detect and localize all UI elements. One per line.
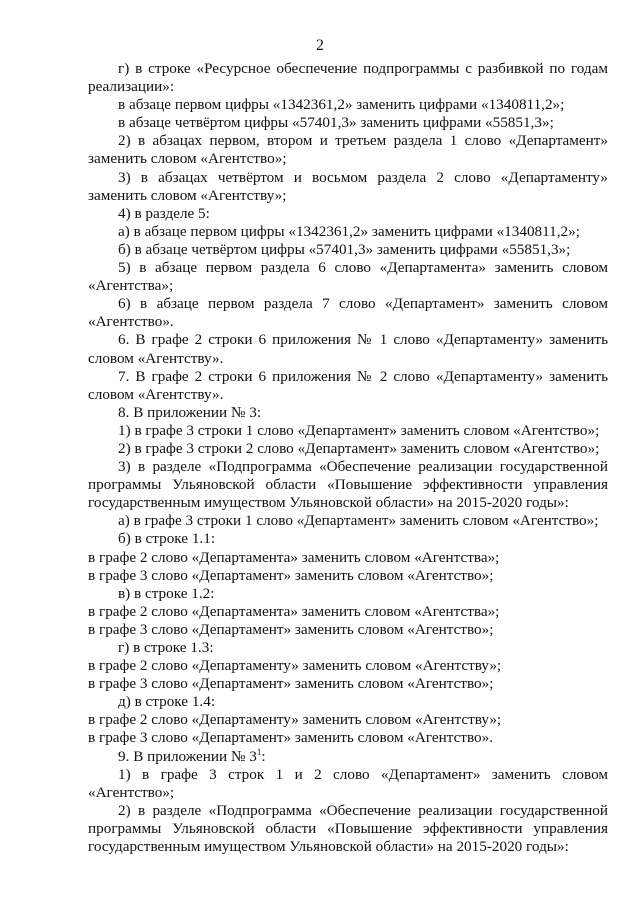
paragraph: в абзаце первом цифры «1342361,2» заменить цифрами «1340811,2»; xyxy=(118,96,565,114)
paragraph-line: программы Ульяновской области «Повышение эффективности управления xyxy=(88,819,608,837)
paragraph: в графе 2 слово «Департамента» заменить словом «Агентства»; xyxy=(88,548,500,566)
paragraph: 8. В приложении № 3: xyxy=(118,403,262,421)
paragraph: 4) в разделе 5: xyxy=(118,204,210,222)
paragraph-line: программы Ульяновской области «Повышение эффективности управления xyxy=(88,476,608,494)
paragraph-line: государственным имуществом Ульяновской области» на 2015-2020 годы»: xyxy=(88,838,569,856)
paragraph: г) в строке «Ресурсное обеспечение подпрограммы с разбивкой по годам реализации»: xyxy=(88,60,608,96)
paragraph: 2) в графе 3 строки 2 слово «Департамент» заменить словом «Агентство»; xyxy=(118,439,600,457)
document-body xyxy=(88,60,608,856)
paragraph: в графе 3 слово «Департамент» заменить словом «Агентство». xyxy=(88,729,493,747)
paragraph: б) в абзаце четвёртом цифры «57401,3» заменить цифрами «55851,3»; xyxy=(118,240,571,258)
paragraph: в графе 2 слово «Департаменту» заменить словом «Агентству»; xyxy=(88,657,502,675)
paragraph: 1) в графе 3 строк 1 и 2 слово «Департамент» заменить словом «Агентство»; xyxy=(88,765,608,801)
page-number: 2 xyxy=(316,37,324,54)
paragraph: 2) в абзацах первом, втором и третьем раздела 1 слово «Департамент» заменить словом «Агентство»; xyxy=(88,132,608,168)
paragraph-line: 3) в разделе «Подпрограмма «Обеспечение реализации государственной xyxy=(118,458,608,476)
paragraph-text: : xyxy=(261,747,266,765)
paragraph: в графе 3 слово «Департамент» заменить словом «Агентство»; xyxy=(88,566,494,584)
paragraph-text: 9. В приложении № 3 xyxy=(118,747,257,765)
paragraph: в графе 3 слово «Департамент» заменить словом «Агентство»; xyxy=(88,675,494,693)
paragraph: в графе 3 слово «Департамент» заменить словом «Агентство»; xyxy=(88,620,494,638)
paragraph: 1) в графе 3 строки 1 слово «Департамент» заменить словом «Агентство»; xyxy=(118,421,600,439)
paragraph: д) в строке 1.4: xyxy=(118,693,216,711)
paragraph: 6. В графе 2 строки 6 приложения № 1 слово «Департаменту» заменить словом «Агентству». xyxy=(88,331,608,367)
paragraph: а) в графе 3 строки 1 слово «Департамент» заменить словом «Агентство»; xyxy=(118,512,599,530)
paragraph: 5) в абзаце первом раздела 6 слово «Департамента» заменить словом «Агентства»; xyxy=(88,259,608,295)
paragraph: в графе 2 слово «Департамента» заменить словом «Агентства»; xyxy=(88,602,500,620)
paragraph xyxy=(88,748,608,766)
paragraph: 6) в абзаце первом раздела 7 слово «Департамент» заменить словом «Агентство». xyxy=(88,295,608,331)
paragraph: 3) в абзацах четвёртом и восьмом раздела 2 слово «Департаменту» заменить словом «Агентству»; xyxy=(88,168,608,204)
paragraph-line: государственным имуществом Ульяновской области» на 2015-2020 годы»: xyxy=(88,494,569,512)
paragraph: в абзаце четвёртом цифры «57401,3» заменить цифрами «55851,3»; xyxy=(118,114,554,132)
paragraph: б) в строке 1.1: xyxy=(118,530,216,548)
paragraph: в графе 2 слово «Департаменту» заменить словом «Агентству»; xyxy=(88,711,502,729)
paragraph-line: 2) в разделе «Подпрограмма «Обеспечение реализации государственной xyxy=(118,801,608,819)
paragraph: г) в строке 1.3: xyxy=(118,639,214,656)
superscript: 1 xyxy=(256,746,262,757)
paragraph: 7. В графе 2 строки 6 приложения № 2 слово «Департаменту» заменить словом «Агентству». xyxy=(88,367,608,403)
paragraph: а) в абзаце первом цифры «1342361,2» заменить цифрами «1340811,2»; xyxy=(118,222,580,240)
paragraph: в) в строке 1.2: xyxy=(118,584,215,602)
